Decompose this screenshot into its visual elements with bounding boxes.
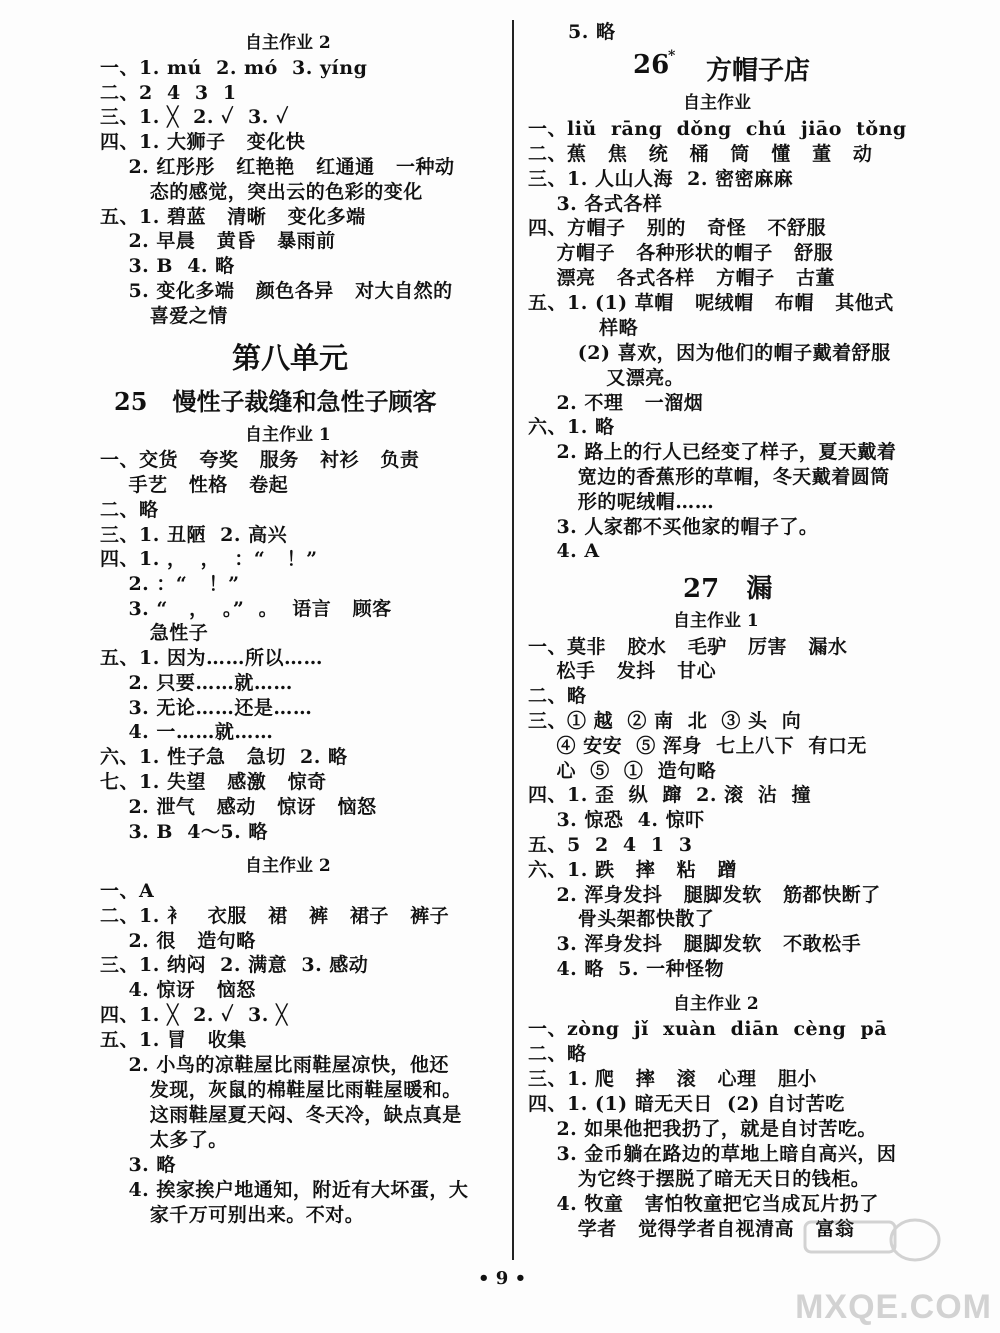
answer-line: 这雨鞋屋夏天闷、冬天冷，缺点真是 (100, 1104, 462, 1126)
section-heading: 自主作业 1 (673, 611, 759, 631)
answer-line: 3. “ ， 。” 。 语言 顾客 (100, 598, 392, 620)
section-heading: 自主作业 2 (245, 33, 331, 53)
answer-line: 2. 只要……就…… (100, 672, 293, 694)
answer-line: 一、1. mú 2. mó 3. yíng (100, 57, 368, 79)
answer-line: 四、1. (1) 暗无天日 (2) 自讨苦吃 (528, 1093, 845, 1115)
answer-line: 3. 各式各样 (528, 193, 663, 215)
answer-line: ④ 安安 ⑤ 浑身 七上八下 有口无 (528, 735, 867, 757)
answer-line: 4. 牧童 害怕牧童把它当成瓦片扔了 (528, 1193, 879, 1215)
answer-line: 急性子 (100, 622, 209, 644)
answer-line: 三、1. 爬 摔 滚 心理 胆小 (528, 1068, 817, 1090)
answer-line: 3. 金币躺在路边的草地上暗自高兴，因 (528, 1143, 897, 1165)
answer-line: 四、方帽子 别的 奇怪 不舒服 (528, 217, 827, 239)
answer-line: 态的感觉，突出云的色彩的变化 (100, 181, 423, 203)
answer-line: 五、1. 碧蓝 清晰 变化多端 (100, 206, 366, 228)
answer-line: 四、1. 大狮子 变化快 (100, 131, 306, 153)
answer-line: 发现，灰鼠的棉鞋屋比雨鞋屋暖和。 (100, 1079, 462, 1101)
answer-line: 形的呢绒帽…… (528, 491, 715, 513)
answer-line: 心 ⑤ ① 造句略 (528, 760, 717, 782)
section-heading: 自主作业 (683, 93, 751, 113)
answer-line: 二、略 (528, 1043, 587, 1065)
answer-line: 样略 (528, 317, 639, 339)
answer-line: 3. 无论……还是…… (100, 697, 313, 719)
answer-line: 一、交货 夸奖 服务 衬衫 负责 (100, 449, 420, 471)
answer-line: 宽边的香蕉形的草帽，冬天戴着圆筒 (528, 466, 890, 488)
answer-line: 一、liǔ rāng dǒng chú jiāo tǒng (528, 118, 907, 140)
answer-line: 四、1. 歪 纵 蹿 2. 滚 沾 撞 (528, 784, 812, 806)
answer-line: 漂亮 各式各样 方帽子 古董 (528, 267, 835, 289)
answer-line: 5. 变化多端 颜色各异 对大自然的 (100, 280, 453, 302)
lesson-title: 27 漏 (683, 574, 773, 604)
answer-line: 2. 浑身发抖 腿脚发软 筋都快断了 (528, 884, 881, 906)
answer-line: 4. 略 5. 一种怪物 (528, 958, 725, 980)
answer-line: 六、1. 性子急 急切 2. 略 (100, 746, 348, 768)
answer-line: 学者 觉得学者自视清高 富翁 (528, 1218, 855, 1240)
answer-line: 又漂亮。 (528, 367, 685, 389)
column-divider (512, 20, 514, 1260)
lesson-title: 25 慢性子裁缝和急性子顾客 (114, 387, 437, 416)
section-heading: 自主作业 2 (245, 856, 331, 876)
answer-line: 二、2 4 3 1 (100, 82, 237, 104)
answer-line: 五、1. 因为……所以…… (100, 647, 323, 669)
answer-line: 4. A (528, 540, 600, 562)
answer-line: 六、1. 略 (528, 416, 615, 438)
answer-line: 五、1. 冒 收集 (100, 1029, 247, 1051)
answer-line: 二、略 (528, 685, 587, 707)
answer-line: 六、1. 跌 摔 粘 蹭 (528, 859, 737, 881)
answer-line: 2. 小鸟的凉鞋屋比雨鞋屋凉快，他还 (100, 1054, 449, 1076)
watermark-text: MXQE.COM (795, 1288, 992, 1326)
answer-line: (2) 喜欢，因为他们的帽子戴着舒服 (528, 342, 891, 364)
answer-line: 太多了。 (100, 1129, 228, 1151)
answer-line: 三、1. 人山人海 2. 密密麻麻 (528, 168, 794, 190)
section-heading: 自主作业 2 (673, 994, 759, 1014)
answer-line: 四、1. ， ， ：“ ！” (100, 548, 318, 570)
answer-line: 三、① 越 ② 南 北 ③ 头 向 (528, 710, 802, 732)
answer-line: 2. 路上的行人已经变了样子，夏天戴着 (528, 441, 897, 463)
answer-line: 2. ：“ ！” (100, 573, 240, 595)
answer-line: 七、1. 失望 感激 惊奇 (100, 771, 327, 793)
lesson-number: 26 (633, 50, 670, 80)
answer-line: 四、1. ╳ 2. ✓ 3. ╳ (100, 1004, 288, 1026)
answer-line: 3. 略 (100, 1154, 176, 1176)
answer-line: 3. B 4. 略 (100, 255, 235, 277)
answer-line: 手艺 性格 卷起 (100, 474, 289, 496)
answer-line: 一、莫非 胶水 毛驴 厉害 漏水 (528, 636, 848, 658)
answer-line: 三、1. 丑陋 2. 高兴 (100, 524, 288, 546)
lesson-mark: * (668, 48, 676, 64)
answer-line: 三、1. ╳ 2. ✓ 3. ✓ (100, 106, 289, 128)
answer-line: 5. 略 (568, 21, 616, 43)
unit-title: 第八单元 (232, 341, 349, 375)
answer-line: 骨头架都快散了 (528, 908, 715, 930)
answer-line: 二、略 (100, 499, 159, 521)
section-heading: 自主作业 1 (245, 425, 331, 445)
answer-line: 三、1. 纳闷 2. 满意 3. 感动 (100, 954, 369, 976)
answer-line: 2. 很 造句略 (100, 930, 256, 952)
answer-line: 松手 发抖 甘心 (528, 660, 717, 682)
answer-line: 3. B 4～5. 略 (100, 821, 268, 843)
answer-line: 4. 惊讶 恼怒 (100, 979, 256, 1001)
answer-line: 3. 惊恐 4. 惊吓 (528, 809, 705, 831)
answer-line: 五、1. (1) 草帽 呢绒帽 布帽 其他式 (528, 292, 894, 314)
answer-line: 2. 如果他把我扔了，就是自讨苦吃。 (528, 1118, 877, 1140)
answer-line: 二、蕉 焦 统 桶 筒 懂 董 动 (528, 143, 873, 165)
answer-line: 为它终于摆脱了暗无天日的钱柜。 (528, 1168, 871, 1190)
answer-line: 3. 人家都不买他家的帽子了。 (528, 516, 819, 538)
answer-line: 方帽子 各种形状的帽子 舒服 (528, 242, 834, 264)
watermark-emblem-icon (795, 1214, 955, 1284)
answer-line: 2. 不理 一溜烟 (528, 392, 704, 414)
answer-line: 4. 一……就…… (100, 721, 274, 743)
lesson-title: 方帽子店 (706, 56, 811, 86)
answer-line: 一、A (100, 880, 155, 902)
answer-line: 3. 浑身发抖 腿脚发软 不敢松手 (528, 933, 862, 955)
answer-line: 一、zòng jǐ xuàn diān cèng pā (528, 1018, 888, 1040)
answer-line: 二、1. 衤 衣服 裙 裤 裙子 裤子 (100, 905, 450, 927)
answer-line: 喜爱之情 (100, 305, 228, 327)
page-number: • 9 • (478, 1268, 527, 1289)
answer-line: 2. 泄气 感动 惊讶 恼怒 (100, 796, 377, 818)
watermark-logo (795, 1214, 992, 1327)
answer-line: 2. 红彤彤 红艳艳 红通通 一种动 (100, 156, 455, 178)
answer-line: 2. 早晨 黄昏 暴雨前 (100, 230, 336, 252)
answer-line: 4. 挨家挨户地通知，附近有大坏蛋，大 (100, 1179, 469, 1201)
answer-line: 家千万可别出来。不对。 (100, 1204, 365, 1226)
answer-line: 五、5 2 4 1 3 (528, 834, 693, 856)
